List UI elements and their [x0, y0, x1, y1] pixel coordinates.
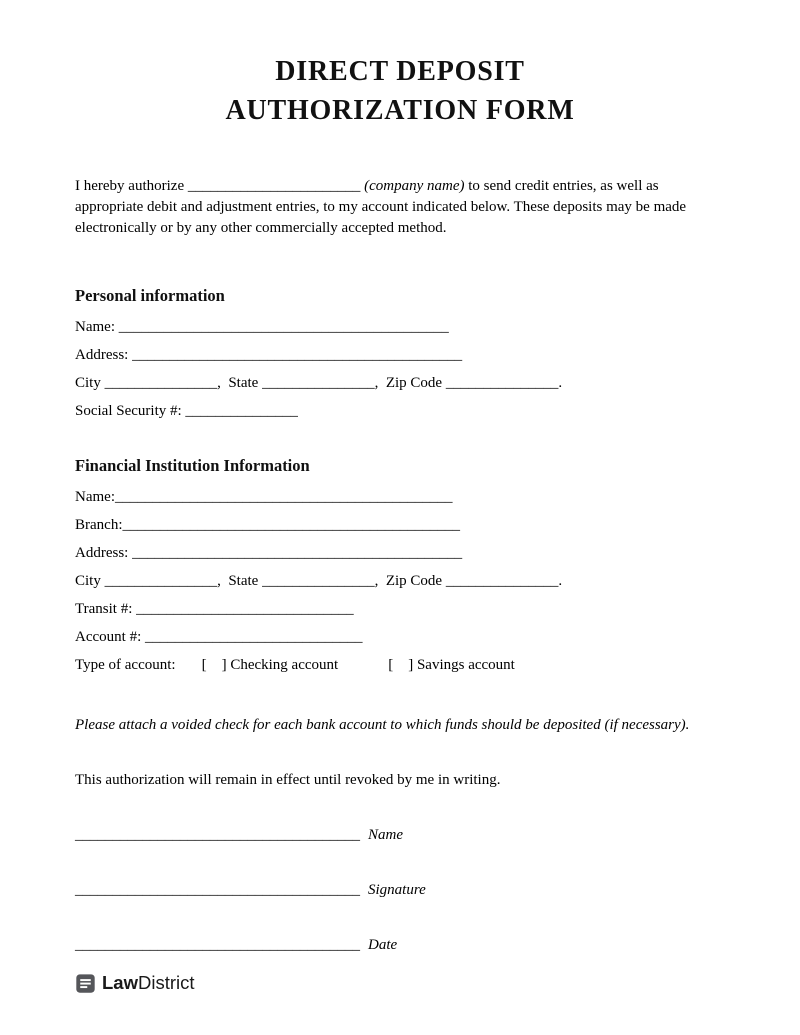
- personal-city-label: City: [75, 375, 105, 391]
- financial-city-state-zip-row: [75, 571, 725, 591]
- financial-city-label: City: [75, 573, 105, 589]
- financial-name-blank: _____________________________________________: [114, 489, 453, 505]
- financial-zip-label: , Zip Code: [374, 573, 446, 589]
- signature-date-row: [75, 935, 725, 956]
- personal-zip-blank: _______________: [445, 375, 559, 391]
- financial-account-label: Account #:: [75, 629, 145, 645]
- financial-address-blank: ____________________________________________: [132, 545, 463, 561]
- personal-ssn-row: [75, 401, 725, 421]
- account-type-row: [75, 655, 725, 675]
- personal-state-blank: _______________: [262, 375, 375, 391]
- intro-paragraph: [75, 176, 725, 239]
- personal-city-blank: _______________: [104, 375, 218, 391]
- personal-zip-label: , Zip Code: [374, 375, 446, 391]
- account-type-label: Type of account:: [75, 657, 176, 673]
- personal-city-line-period: .: [558, 375, 563, 391]
- lawdistrict-logo-text-regular: District: [137, 972, 195, 993]
- company-name-blank: _______________________: [187, 178, 361, 194]
- personal-address-blank: ____________________________________________: [132, 347, 463, 363]
- financial-name-label: Name:: [75, 489, 115, 505]
- personal-ssn-label: Social Security #:: [75, 403, 186, 419]
- financial-transit-blank: _____________________________: [136, 601, 354, 617]
- signature-name-blank: ______________________________________: [75, 827, 360, 843]
- signature-signature-blank: ______________________________________: [75, 882, 360, 898]
- financial-state-label: , State: [217, 573, 263, 589]
- signature-date-label: Date: [368, 937, 398, 953]
- financial-account-blank: _____________________________: [144, 629, 363, 645]
- signature-date-blank: ______________________________________: [75, 937, 360, 953]
- financial-address-row: [75, 543, 725, 563]
- financial-city-line-period: .: [558, 573, 563, 589]
- savings-account-checkbox-option: [ ] Savings account: [388, 657, 515, 673]
- voided-check-note: Please attach a voided check for each bank account to which funds should be deposited (if necessary).: [75, 717, 690, 733]
- personal-ssn-blank: _______________: [185, 403, 298, 419]
- signature-signature-row: [75, 880, 725, 901]
- personal-name-label: Name:: [75, 319, 119, 335]
- financial-zip-blank: _______________: [445, 573, 559, 589]
- financial-transit-label: Transit #:: [75, 601, 137, 617]
- footer: [75, 972, 725, 994]
- lawdistrict-logo-text-bold: Law: [102, 972, 138, 993]
- company-name-hint: (company name): [360, 178, 465, 194]
- personal-city-state-zip-row: [75, 373, 725, 393]
- financial-account-row: [75, 627, 725, 647]
- signature-name-row: [75, 825, 725, 846]
- financial-address-label: Address:: [75, 545, 133, 561]
- financial-state-blank: _______________: [262, 573, 375, 589]
- revocation-note: This authorization will remain in effect until revoked by me in writing.: [75, 772, 501, 788]
- personal-name-blank: ____________________________________________: [118, 319, 449, 335]
- intro-prefix: I hereby authorize: [75, 178, 188, 194]
- lawdistrict-logo-text: [102, 972, 195, 994]
- intro-suffix: to send credit entries, as well as appropriate debit and adjustment entries, to my account indicated below. These deposits may be made electronically or by any other commercially accepted method.: [75, 178, 690, 236]
- financial-branch-blank: _____________________________________________: [122, 517, 460, 533]
- personal-address-label: Address:: [75, 347, 133, 363]
- personal-state-label: , State: [217, 375, 263, 391]
- financial-branch-row: [75, 515, 725, 535]
- signature-name-label: Name: [368, 827, 403, 843]
- financial-transit-row: [75, 599, 725, 619]
- lawdistrict-logo-icon: [75, 973, 96, 994]
- financial-info-heading: Financial Institution Information: [75, 456, 310, 475]
- financial-name-row: [75, 487, 725, 507]
- signature-signature-label: Signature: [368, 882, 426, 898]
- personal-address-row: [75, 345, 725, 365]
- form-title: [75, 52, 725, 130]
- checking-account-checkbox-option: [ ] Checking account: [201, 657, 339, 673]
- form-title-line1: DIRECT DEPOSIT: [275, 56, 525, 87]
- personal-info-heading: Personal information: [75, 286, 225, 305]
- financial-branch-label: Branch:: [75, 517, 123, 533]
- personal-name-row: [75, 317, 725, 337]
- form-title-line2: AUTHORIZATION FORM: [225, 95, 575, 126]
- financial-city-blank: _______________: [104, 573, 218, 589]
